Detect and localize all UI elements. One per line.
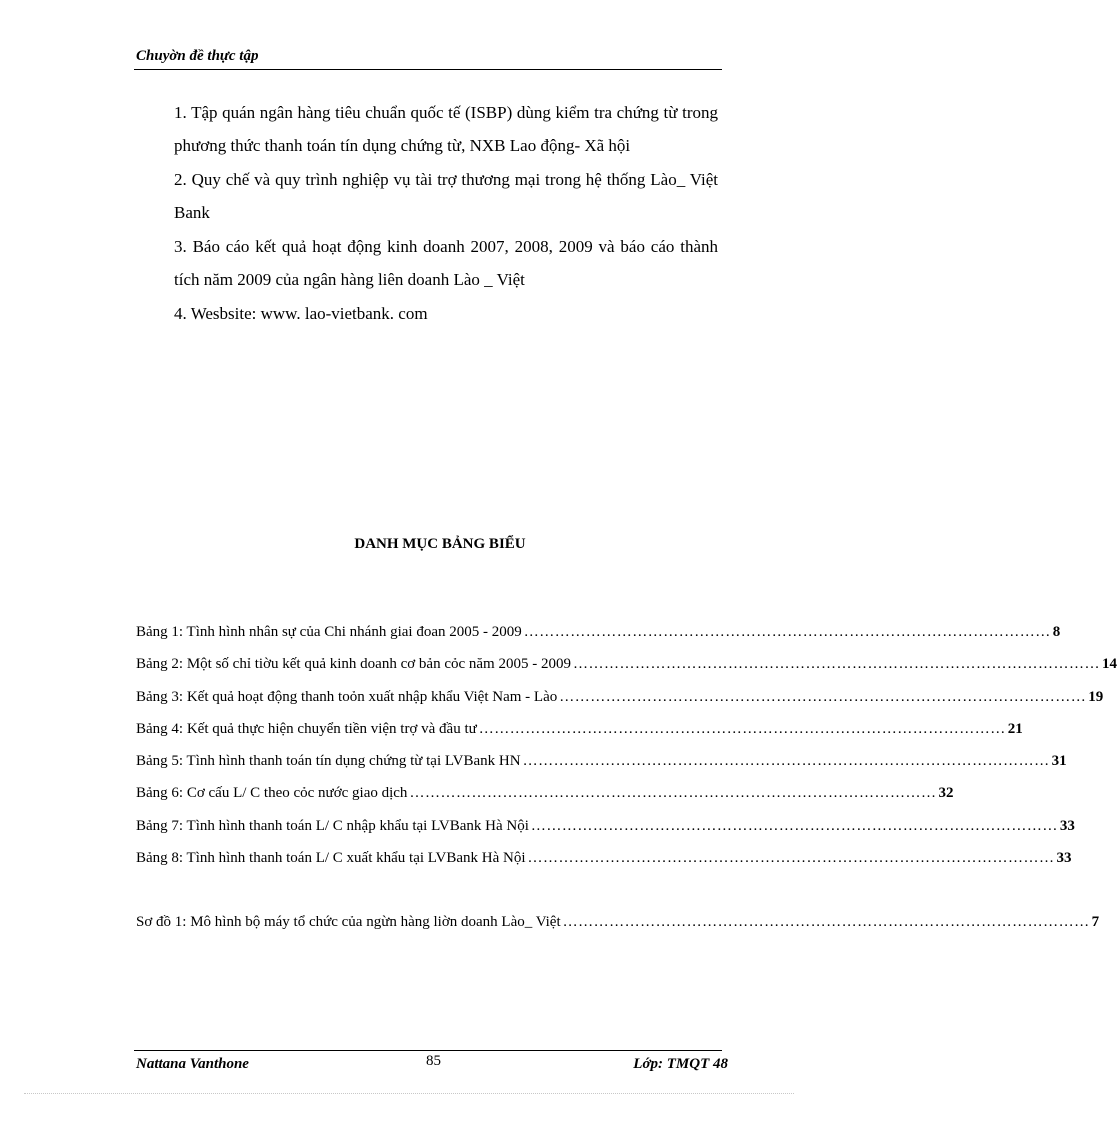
toc-entry [136, 624, 1061, 656]
toc-entry [136, 656, 1117, 688]
toc-entry [136, 914, 1100, 946]
toc-entry [136, 688, 1104, 721]
header-title: Chuyờn đề thực tập [136, 48, 259, 64]
table-list [136, 624, 1117, 882]
toc-entry-label: Bảng 1: Tình hình nhân sự của Chi nhánh giai đoan 2005 - 2009 [136, 624, 522, 640]
toc-entry-label: Sơ đồ 1: Mô hình bộ máy tổ chức của ngừn hàng liờn doanh Lào_ Việt [136, 914, 561, 930]
toc-entry-page: 19 [1088, 688, 1104, 705]
toc-entry-page: 32 [938, 785, 954, 802]
toc-entry-page: 21 [1007, 720, 1023, 737]
toc-entry-label: Bảng 2: Một số chỉ tiờu kết quả kinh doanh cơ bản cỏc năm 2005 - 2009 [136, 656, 571, 673]
toc-entry-page: 31 [1051, 753, 1067, 770]
toc-leader: ………………………………………………………………………………………… [527, 850, 1055, 867]
toc-leader: ………………………………………………………………………………………… [572, 656, 1100, 673]
diagram-list [136, 914, 1100, 946]
toc-entry [136, 785, 954, 817]
header-rule [134, 69, 722, 70]
toc-entry-label: Bảng 7: Tình hình thanh toán L/ C nhập khẩu tại LVBank Hà Nội [136, 817, 529, 834]
page-edge [24, 1093, 794, 1094]
toc-entry-label: Bảng 4: Kết quả thực hiện chuyển tiền viện trợ và đầu tư [136, 720, 477, 737]
toc-entry-label: Bảng 5: Tình hình thanh toán tín dụng chứng từ tại LVBank HN [136, 753, 521, 770]
toc-leader: ………………………………………………………………………………………… [530, 817, 1058, 834]
toc-leader: ………………………………………………………………………………………… [562, 914, 1090, 930]
toc-entry [136, 720, 1023, 753]
toc-entry-page: 14 [1101, 656, 1117, 673]
toc-entry-page: 33 [1059, 817, 1075, 834]
footer-author: Nattana Vanthone [136, 1056, 249, 1072]
toc-entry [136, 850, 1072, 882]
toc-entry-page: 33 [1056, 850, 1072, 867]
table-list-title: DANH MỤC BẢNG BIỂU [354, 536, 526, 552]
footer-class-label: Lớp: TMQT 48 [633, 1056, 728, 1072]
toc-leader: ………………………………………………………………………………………… [522, 753, 1050, 770]
toc-entry [136, 753, 1067, 785]
reference-list [174, 96, 718, 331]
toc-leader: ………………………………………………………………………………………… [523, 624, 1051, 640]
toc-leader: ………………………………………………………………………………………… [478, 720, 1006, 737]
toc-leader: ………………………………………………………………………………………… [559, 688, 1087, 705]
reference-item: 4. Wesbsite: www. lao-vietbank. com [174, 304, 428, 323]
toc-entry-label: Bảng 8: Tình hình thanh toán L/ C xuất khẩu tại LVBank Hà Nội [136, 850, 526, 867]
toc-entry-page: 7 [1091, 914, 1100, 930]
reference-item: 3. Báo cáo kết quả hoạt động kinh doanh 2007, 2008, 2009 và báo cáo thành tích năm 2009 của ngân hàng liên doanh Lào _ Việt [174, 237, 718, 289]
reference-item: 1. Tập quán ngân hàng tiêu chuẩn quốc tế (ISBP) dùng kiểm tra chứng từ trong phương thức thanh toán tín dụng chứng từ, NXB Lao động- Xã hội [174, 103, 718, 155]
reference-item: 2. Quy chế và quy trình nghiệp vụ tài trợ thương mại trong hệ thống Lào_ Việt Bank [174, 170, 718, 222]
toc-entry [136, 817, 1075, 850]
toc-entry-page: 8 [1052, 624, 1061, 640]
toc-entry-label: Bảng 6: Cơ cấu L/ C theo cỏc nước giao dịch [136, 785, 408, 802]
toc-leader: ………………………………………………………………………………………… [409, 785, 937, 802]
toc-entry-label: Bảng 3: Kết quả hoạt động thanh toỏn xuất nhập khẩu Việt Nam - Lào [136, 688, 558, 705]
page-number: 85 [426, 1053, 441, 1069]
footer-rule [134, 1050, 722, 1051]
